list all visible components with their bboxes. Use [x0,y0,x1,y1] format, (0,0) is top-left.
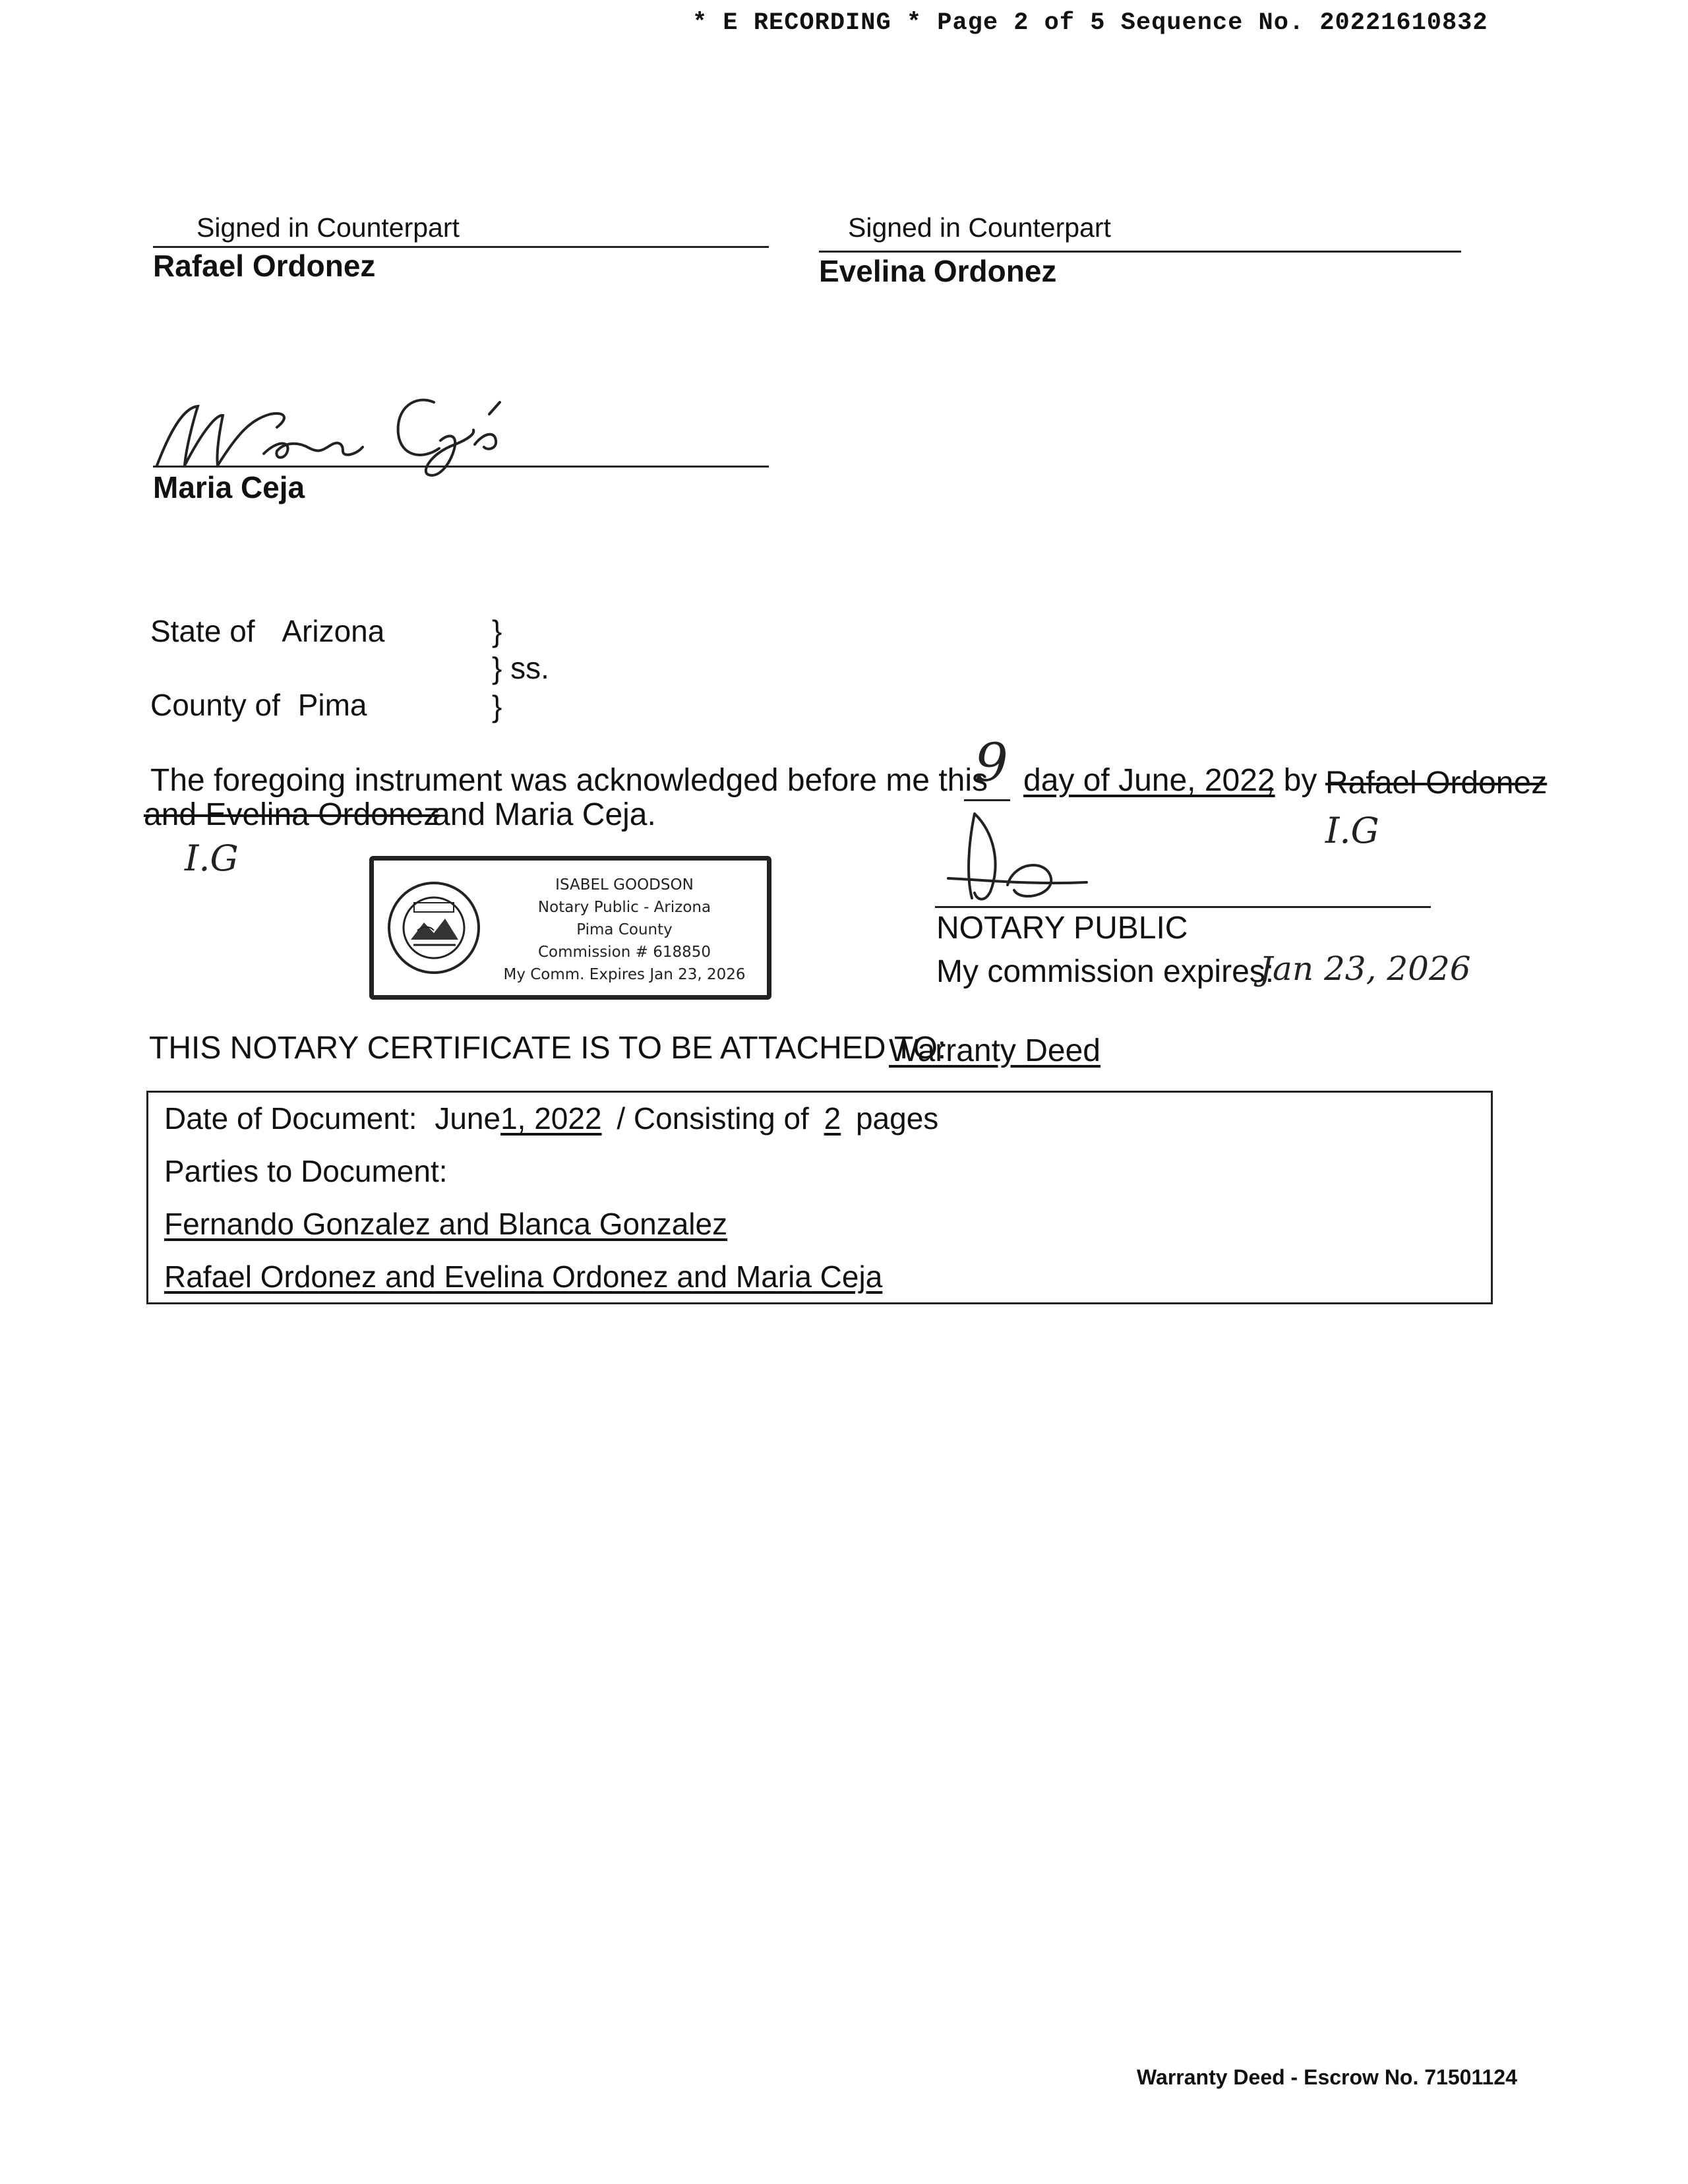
notary-signature-line [935,906,1431,908]
stamp-notary-name: ISABEL GOODSON [555,876,694,894]
date-label: Date of Document: [164,1101,417,1136]
maria-signature-line [153,466,769,468]
maria-name: Maria Ceja [153,470,305,504]
ack-by: , by [1266,763,1317,798]
ack-remainder: and Maria Ceja. [433,797,656,832]
date-of-document-row [164,1101,938,1136]
ack-struck-evelina: and Evelina Ordonez [144,797,440,832]
rafael-sign-caption: Signed in Counterpart [196,212,460,243]
pages-value: 2 [824,1101,841,1136]
party-1: Fernando Gonzalez and Blanca Gonzalez [164,1207,728,1241]
stamp-notary-title: Notary Public - Arizona [537,899,711,916]
initials-left: I.G [185,837,239,879]
initials-right: I.G [1325,810,1379,851]
commission-expires-handwritten: Jan 23, 2026 [1259,950,1471,988]
commission-expires-label: My commission expires: [936,954,1275,989]
parties-label: Parties to Document: [164,1154,448,1188]
ack-day-underline [964,799,1010,801]
pages-label: pages [855,1101,939,1136]
attachment-document: Warranty Deed [889,1033,1100,1068]
ack-struck-rafael: Rafael Ordonez [1325,766,1548,801]
notary-stamp [369,856,771,1000]
ack-day-suffix: day of June, 2022 [1023,763,1275,798]
county-label [150,687,367,723]
notary-handwritten-signature [935,806,1100,905]
party-2: Rafael Ordonez and Evelina Ordonez and Maria Ceja [164,1259,883,1294]
footer-escrow: Warranty Deed - Escrow No. 71501124 [1137,2065,1517,2089]
document-details-box [146,1091,1493,1304]
ack-day-handwritten: 9 [975,732,1008,793]
notary-stamp-text [479,874,769,986]
evelina-signature-line [819,251,1461,253]
stamp-county: Pima County [576,921,673,938]
county-value: Pima [297,688,367,722]
stamp-commission: Commission # 618850 [537,944,711,961]
recording-header: * E RECORDING * Page 2 of 5 Sequence No. 20221610832 [692,9,1488,37]
ack-lead: The foregoing instrument was acknowledged before me this [150,763,988,798]
venue-brace-top: } [492,614,502,648]
acknowledgment-line-1 [150,762,988,799]
rafael-name: Rafael Ordonez [153,249,376,283]
state-label-text: State of [150,614,255,648]
evelina-name: Evelina Ordonez [819,254,1057,288]
consisting-label: / Consisting of [617,1101,809,1136]
date-month: June [435,1101,501,1136]
arizona-seal-icon [384,876,483,979]
evelina-sign-caption: Signed in Counterpart [848,212,1111,243]
county-label-text: County of [150,688,280,722]
date-value: 1, 2022 [500,1101,602,1136]
state-value: Arizona [282,614,385,648]
venue-ss: } ss. [492,651,549,685]
stamp-expires: My Comm. Expires Jan 23, 2026 [503,966,746,983]
venue-brace-bottom: } [492,689,502,723]
attachment-label: THIS NOTARY CERTIFICATE IS TO BE ATTACHED TO: [149,1031,947,1066]
notary-public-title: NOTARY PUBLIC [936,911,1188,946]
state-label [150,613,384,649]
